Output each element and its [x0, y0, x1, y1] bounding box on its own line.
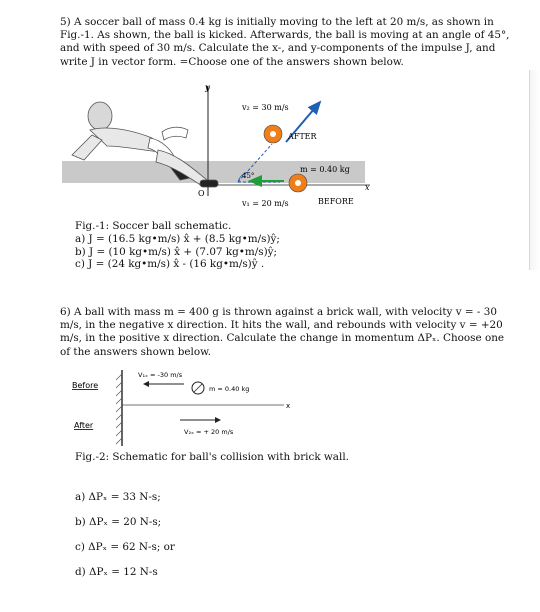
x-axis-label: x [286, 402, 291, 410]
after-label: After [74, 421, 94, 430]
x-axis-label: x [365, 183, 370, 192]
v1-label: v₁ = 20 m/s [242, 199, 289, 208]
option-a: a) J = (16.5 kg•m/s) x̂ + (8.5 kg•m/s)ŷ; [75, 233, 280, 245]
figure-2-wall-collision [72, 370, 332, 446]
answer-c: c) ΔPₓ = 62 N-s; or [75, 541, 175, 553]
ball-before [289, 174, 307, 192]
option-b: b) J = (10 kg•m/s) x̂ + (7.07 kg•m/s)ŷ; [75, 245, 278, 258]
question-6-text: 6) A ball with mass m = 400 g is thrown against a brick wall, with velocity v = - 30 m/s, in the negative x direction. It hits the wall, and rebounds with velocity v = +20 m/s, in the positive x direction. Calculate the change in momentum ΔPₓ. Choose one of the answers shown below. [60, 306, 505, 358]
ball [192, 382, 204, 394]
before-label: BEFORE [318, 197, 354, 206]
angle-label: 45° [242, 172, 255, 180]
answer-b: b) ΔPₓ = 20 N-s; [75, 516, 162, 528]
scrollbar-edge[interactable] [529, 70, 540, 270]
question-5-options [75, 233, 280, 271]
y-axis-label: y [205, 82, 210, 92]
question-5-text: 5) A soccer ball of mass 0.4 kg is initially moving to the left at 20 m/s, as shown in Fig.-1. As shown, the ball is kicked. Afterwards, the ball is moving at an angle of 45°, and with speed of 30 m/s. Calculate the x-, and y-components of the impulse J, and write J in vector form. =Choose one of the answers shown below. [60, 16, 510, 68]
v-after-label: V₂ₓ = + 20 m/s [184, 428, 234, 436]
answer-d: d) ΔPₓ = 12 N-s [75, 566, 158, 578]
v-before-label: V₁ₓ = -30 m/s [138, 371, 183, 379]
before-label: Before [72, 381, 99, 390]
option-c: c) J = (24 kg•m/s) x̂ - (16 kg•m/s)ŷ . [75, 258, 265, 271]
figure-2-caption: Fig.-2: Schematic for ball's collision with brick wall. [75, 451, 349, 463]
figure-1-caption: Fig.-1: Soccer ball schematic. [75, 220, 232, 232]
after-label: AFTER [288, 132, 317, 141]
answer-a: a) ΔPₓ = 33 N-s; [75, 491, 161, 503]
ball-after [264, 125, 282, 143]
v2-label: v₂ = 30 m/s [242, 103, 289, 112]
mass-label: m = 0.40 kg [300, 165, 350, 174]
figure-1-soccer-schematic [62, 80, 382, 220]
origin-label: O [198, 189, 205, 198]
mass-label: m = 0.40 kg [209, 385, 250, 393]
